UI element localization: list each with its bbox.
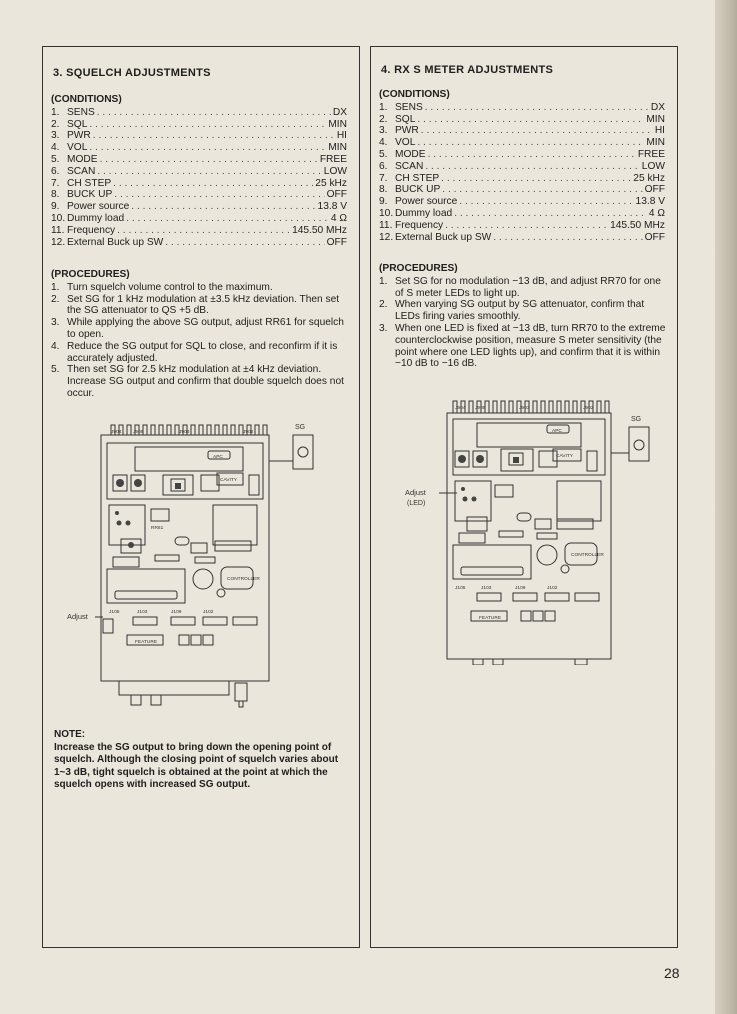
pcb-jack-label: J902 [243,430,254,435]
pcb-jack-label: J102 [547,586,558,591]
procedures-header: (PROCEDURES) [379,263,458,274]
adjust-sublabel: (LED) [407,500,426,507]
pcb-feature-label: FEATURE [135,640,158,645]
condition-row: 4. VOL . . . MIN [379,137,665,149]
pcb-jack-label: J105 [109,610,120,615]
condition-row: 7. CH STEP . . . 25 kHz [379,173,665,185]
condition-row: 9. Power source . . . 13.8 V [51,201,347,213]
section-title: 4. RX S METER ADJUSTMENTS [381,64,554,76]
page-edge [715,0,737,1014]
adjust-label: Adjust [405,488,426,497]
pcb-jack-label: J903 [179,430,190,435]
pcb-jack-label: J904 [455,406,466,411]
procedures-list [379,263,669,370]
pcb-diagram-squelch [63,417,343,717]
pcb-apc-label: APC [552,429,562,434]
procedures-list [51,269,351,400]
procedure-step: 2. Set SG for 1 kHz modulation at ±3.5 kHz deviation. Then set the SG attenuator to QS +5 dB. [51,293,340,317]
condition-row: 6. SCAN . . . LOW [51,166,347,178]
pcb-apc-label: APC [213,455,223,460]
procedure-step: 1. Turn squelch volume control to the maximum. [51,281,273,293]
condition-row: 2. SQL . . . MIN [379,114,665,126]
condition-row: 4. VOL . . . MIN [51,142,347,154]
condition-row: 12. External Buck up SW . . . OFF [379,232,665,244]
condition-row: 8. BUCK UP . . . OFF [379,184,665,196]
condition-row: 6. SCAN . . . LOW [379,161,665,173]
pcb-jack-label: J903 [519,406,530,411]
pcb-jack-label: J905 [475,406,486,411]
condition-row: 3. PWR . . . HI [379,125,665,137]
rx-s-meter-adjustments-section [370,46,678,948]
pcb-cavity-label: CAVITY [220,478,237,483]
pcb-jack-label: J902 [583,406,594,411]
page-number: 28 [664,965,680,981]
conditions-list [51,94,347,248]
procedure-step: 5. Then set SG for 2.5 kHz modulation at ±4 kHz deviation. Increase SG output and confirm that double squelch does not occur. [51,364,344,399]
condition-row: 8. BUCK UP . . . OFF [51,189,347,201]
sg-box [293,435,313,469]
condition-row: 7. CH STEP . . . 25 kHz [51,178,347,190]
section-title: 3. SQUELCH ADJUSTMENTS [53,67,211,79]
pcb-jack-label: J102 [203,610,214,615]
condition-row: 3. PWR . . . HI [51,130,347,142]
procedure-step: 2. When varying SG output by SG attenuator, confirm that LEDs firing varies smoothly. [379,299,645,323]
procedure-step: 3. While applying the above SG output, adjust RR61 for squelch to open. [51,317,344,340]
sg-label: SG [631,416,642,423]
conditions-header: (CONDITIONS) [379,89,450,100]
condition-row: 2. SQL . . . MIN [51,119,347,131]
conditions-header: (CONDITIONS) [51,94,122,105]
procedures-header: (PROCEDURES) [51,269,130,280]
sg-box [629,427,649,461]
pcb-controller-label: CONTROLLER [571,553,604,558]
condition-row: 12. External Buck up SW . . . OFF [51,237,347,249]
procedure-step: 3. When one LED is fixed at −13 dB, turn RR70 to the extreme counterclockwise position, measure S meter sensitivity (the point where one LED lights up), and confirm that it is within −10 dB to −16 dB. [379,322,666,370]
condition-row: 11. Frequency . . . 145.50 MHz [51,225,347,237]
condition-row: 10. Dummy load . . . 4 Ω [379,208,665,220]
pcb-controller-label: CONTROLLER [227,577,260,582]
squelch-adjustments-section [42,46,360,948]
condition-row: 5. MODE . . . FREE [379,149,665,161]
condition-row: 1. SENS . . . DX [51,107,347,119]
pcb-feature-label: FEATURE [479,616,502,621]
note-header: NOTE: [54,729,86,740]
condition-row: 9. Power source . . . 13.8 V [379,196,665,208]
pcb-diagram-s-meter [397,365,672,665]
sg-label: SG [295,424,306,431]
procedure-step: 4. Reduce the SG output for SQL to close, and reconfirm if it is accurately adjusted. [51,340,338,364]
pcb-rr61-label: RR61 [151,526,164,531]
condition-row: 1. SENS . . . DX [379,102,665,114]
condition-row: 10. Dummy load . . . 4 Ω [51,213,347,225]
adjust-label: Adjust [67,612,88,621]
procedure-step: 1. Set SG for no modulation −13 dB, and adjust RR70 for one of S meter LEDs to light up. [379,275,661,299]
pcb-jack-label: J109 [171,610,182,615]
pcb-jack-label: J109 [515,586,526,591]
condition-row: 5. MODE . . . FREE [51,154,347,166]
pcb-jack-label: J103 [481,586,492,591]
conditions-list [379,89,665,243]
pcb-jack-label: J103 [137,610,148,615]
condition-row: 11. Frequency . . . 145.50 MHz [379,220,665,232]
pcb-jack-label: J904 [111,430,122,435]
pcb-jack-label: J905 [133,430,144,435]
pcb-jack-label: J105 [455,586,466,591]
note-block [54,729,354,792]
note-text: Increase the SG output to bring down the opening point of squelch. Although the closing point of squelch varies about 1~3 dB, tight squelch is obtained at the point at which the squelch opens with increased SG output. [54,741,339,791]
pcb-cavity-label: CAVITY [556,454,573,459]
